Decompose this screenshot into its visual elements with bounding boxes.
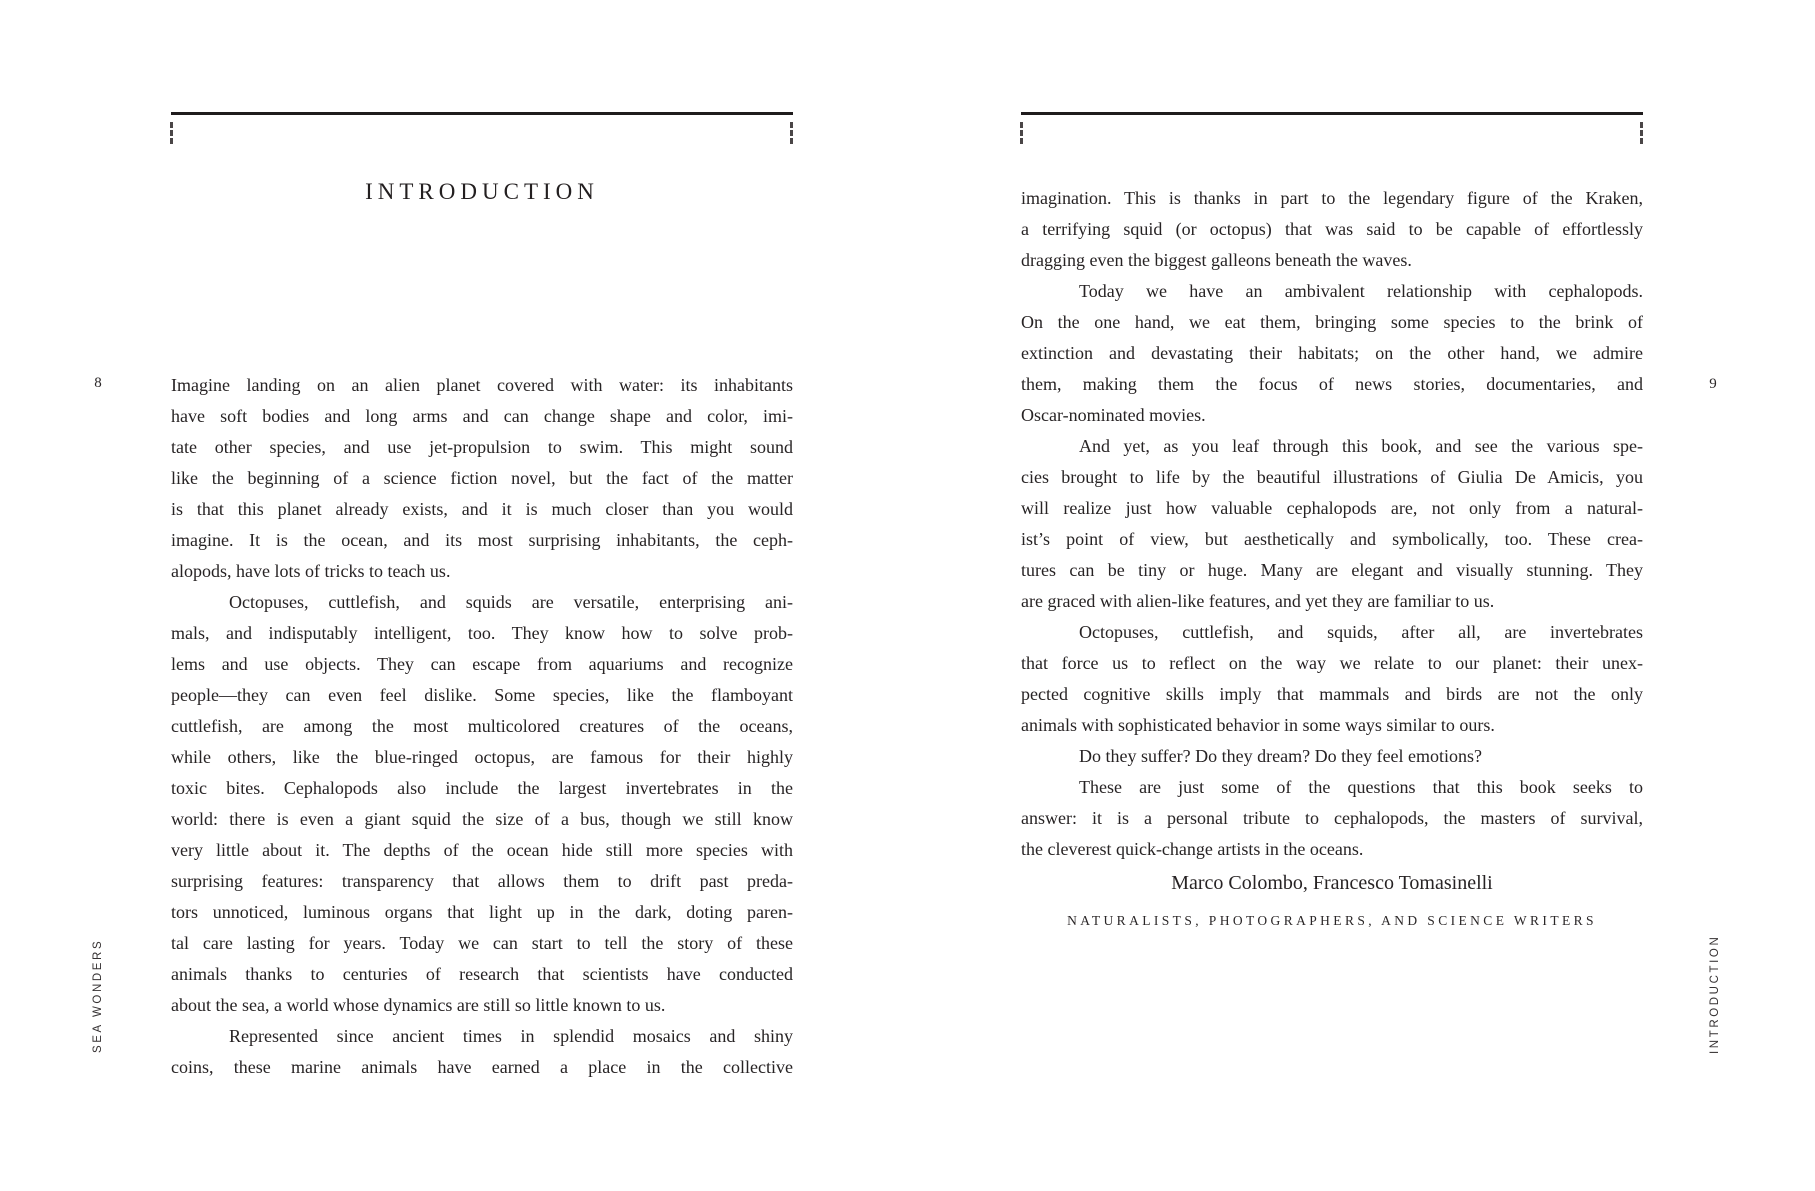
fold-tick-icon bbox=[1020, 122, 1023, 144]
text-line: answer: it is a personal tribute to cephalopods, the masters of survival, bbox=[1021, 808, 1643, 828]
text-line: mals, and indisputably intelligent, too. They know how to solve prob- bbox=[171, 623, 793, 643]
text-line: them, making them the focus of news stories, documentaries, and bbox=[1021, 374, 1643, 394]
paragraph bbox=[1021, 276, 1643, 431]
text-line: On the one hand, we eat them, bringing some species to the brink of bbox=[1021, 312, 1643, 332]
text-line: are graced with alien-like features, and yet they are familiar to us. bbox=[1021, 591, 1495, 611]
text-line: tors unnoticed, luminous organs that light up in the dark, doting paren- bbox=[171, 902, 793, 922]
text-line: about the sea, a world whose dynamics are still so little known to us. bbox=[171, 995, 666, 1015]
text-line: have soft bodies and long arms and can change shape and color, imi- bbox=[171, 406, 793, 426]
text-line: cies brought to life by the beautiful illustrations of Giulia De Amicis, you bbox=[1021, 467, 1643, 487]
signature-authors: Marco Colombo, Francesco Tomasinelli bbox=[1171, 872, 1493, 894]
text-line: like the beginning of a science fiction novel, but the fact of the matter bbox=[171, 468, 793, 488]
text-line: will realize just how valuable cephalopods are, not only from a natural- bbox=[1021, 498, 1643, 518]
text-line: a terrifying squid (or octopus) that was said to be capable of effortlessly bbox=[1021, 219, 1643, 239]
text-line: imagine. It is the ocean, and its most surprising inhabitants, the ceph- bbox=[171, 530, 793, 550]
margin-caption-chapter: INTRODUCTION bbox=[1709, 934, 1721, 1054]
text-line: Oscar-nominated movies. bbox=[1021, 405, 1206, 425]
text-line: very little about it. The depths of the ocean hide still more species with bbox=[171, 840, 793, 860]
text-line: imagination. This is thanks in part to the legendary figure of the Kraken, bbox=[1021, 188, 1643, 208]
margin-caption-book-title: SEA WONDERS bbox=[92, 938, 104, 1053]
text-line: the cleverest quick-change artists in the oceans. bbox=[1021, 839, 1364, 859]
text-line: pected cognitive skills imply that mammals and birds are not the only bbox=[1021, 684, 1643, 704]
text-line: world: there is even a giant squid the size of a bus, though we still know bbox=[171, 809, 793, 829]
text-line: tal care lasting for years. Today we can start to tell the story of these bbox=[171, 933, 793, 953]
text-line: that force us to reflect on the way we relate to our planet: their unex- bbox=[1021, 653, 1643, 673]
paragraph bbox=[1021, 183, 1643, 276]
text-line: animals with sophisticated behavior in some ways similar to ours. bbox=[1021, 715, 1495, 735]
text-line: while others, like the blue-ringed octopus, are famous for their highly bbox=[171, 747, 793, 767]
body-text-right bbox=[1021, 183, 1643, 865]
text-line: lems and use objects. They can escape from aquariums and recognize bbox=[171, 654, 793, 674]
text-line: Octopuses, cuttlefish, and squids are versatile, enterprising ani- bbox=[229, 592, 793, 612]
text-line: coins, these marine animals have earned a place in the collective bbox=[171, 1057, 793, 1077]
text-line: is that this planet already exists, and it is much closer than you would bbox=[171, 499, 793, 519]
paragraph bbox=[1021, 431, 1643, 617]
text-line: Octopuses, cuttlefish, and squids, after all, are invertebrates bbox=[1079, 622, 1643, 642]
signature-roles: NATURALISTS, PHOTOGRAPHERS, AND SCIENCE WRITERS bbox=[1067, 913, 1597, 928]
header-rule bbox=[1021, 112, 1643, 115]
text-line: toxic bites. Cephalopods also include the largest invertebrates in the bbox=[171, 778, 793, 798]
text-line: These are just some of the questions that this book seeks to bbox=[1079, 777, 1643, 797]
text-line: dragging even the biggest galleons beneath the waves. bbox=[1021, 250, 1412, 270]
text-line: extinction and devastating their habitats; on the other hand, we admire bbox=[1021, 343, 1643, 363]
text-line: Imagine landing on an alien planet covered with water: its inhabitants bbox=[171, 375, 793, 395]
text-line: ist’s point of view, but aesthetically and symbolically, too. These crea- bbox=[1021, 529, 1643, 549]
chapter-title: INTRODUCTION bbox=[365, 179, 599, 204]
text-line: cuttlefish, are among the most multicolored creatures of the oceans, bbox=[171, 716, 793, 736]
text-line: tures can be tiny or huge. Many are elegant and visually stunning. They bbox=[1021, 560, 1643, 580]
page-number-left: 8 bbox=[94, 375, 102, 391]
text-line: surprising features: transparency that allows them to drift past preda- bbox=[171, 871, 793, 891]
paragraph bbox=[1021, 741, 1643, 772]
text-line: animals thanks to centuries of research that scientists have conducted bbox=[171, 964, 793, 984]
text-line: Represented since ancient times in splendid mosaics and shiny bbox=[229, 1026, 793, 1046]
text-line: people—they can even feel dislike. Some species, like the flamboyant bbox=[171, 685, 793, 705]
paragraph bbox=[1021, 617, 1643, 741]
text-line: Today we have an ambivalent relationship with cephalopods. bbox=[1079, 281, 1643, 301]
text-line: alopods, have lots of tricks to teach us. bbox=[171, 561, 451, 581]
text-line: Do they suffer? Do they dream? Do they feel emotions? bbox=[1079, 746, 1483, 766]
page-number-right: 9 bbox=[1709, 376, 1717, 392]
paragraph bbox=[1021, 772, 1643, 865]
fold-tick-icon bbox=[1640, 122, 1643, 144]
text-line: tate other species, and use jet-propulsion to swim. This might sound bbox=[171, 437, 793, 457]
text-line: And yet, as you leaf through this book, and see the various spe- bbox=[1079, 436, 1643, 456]
